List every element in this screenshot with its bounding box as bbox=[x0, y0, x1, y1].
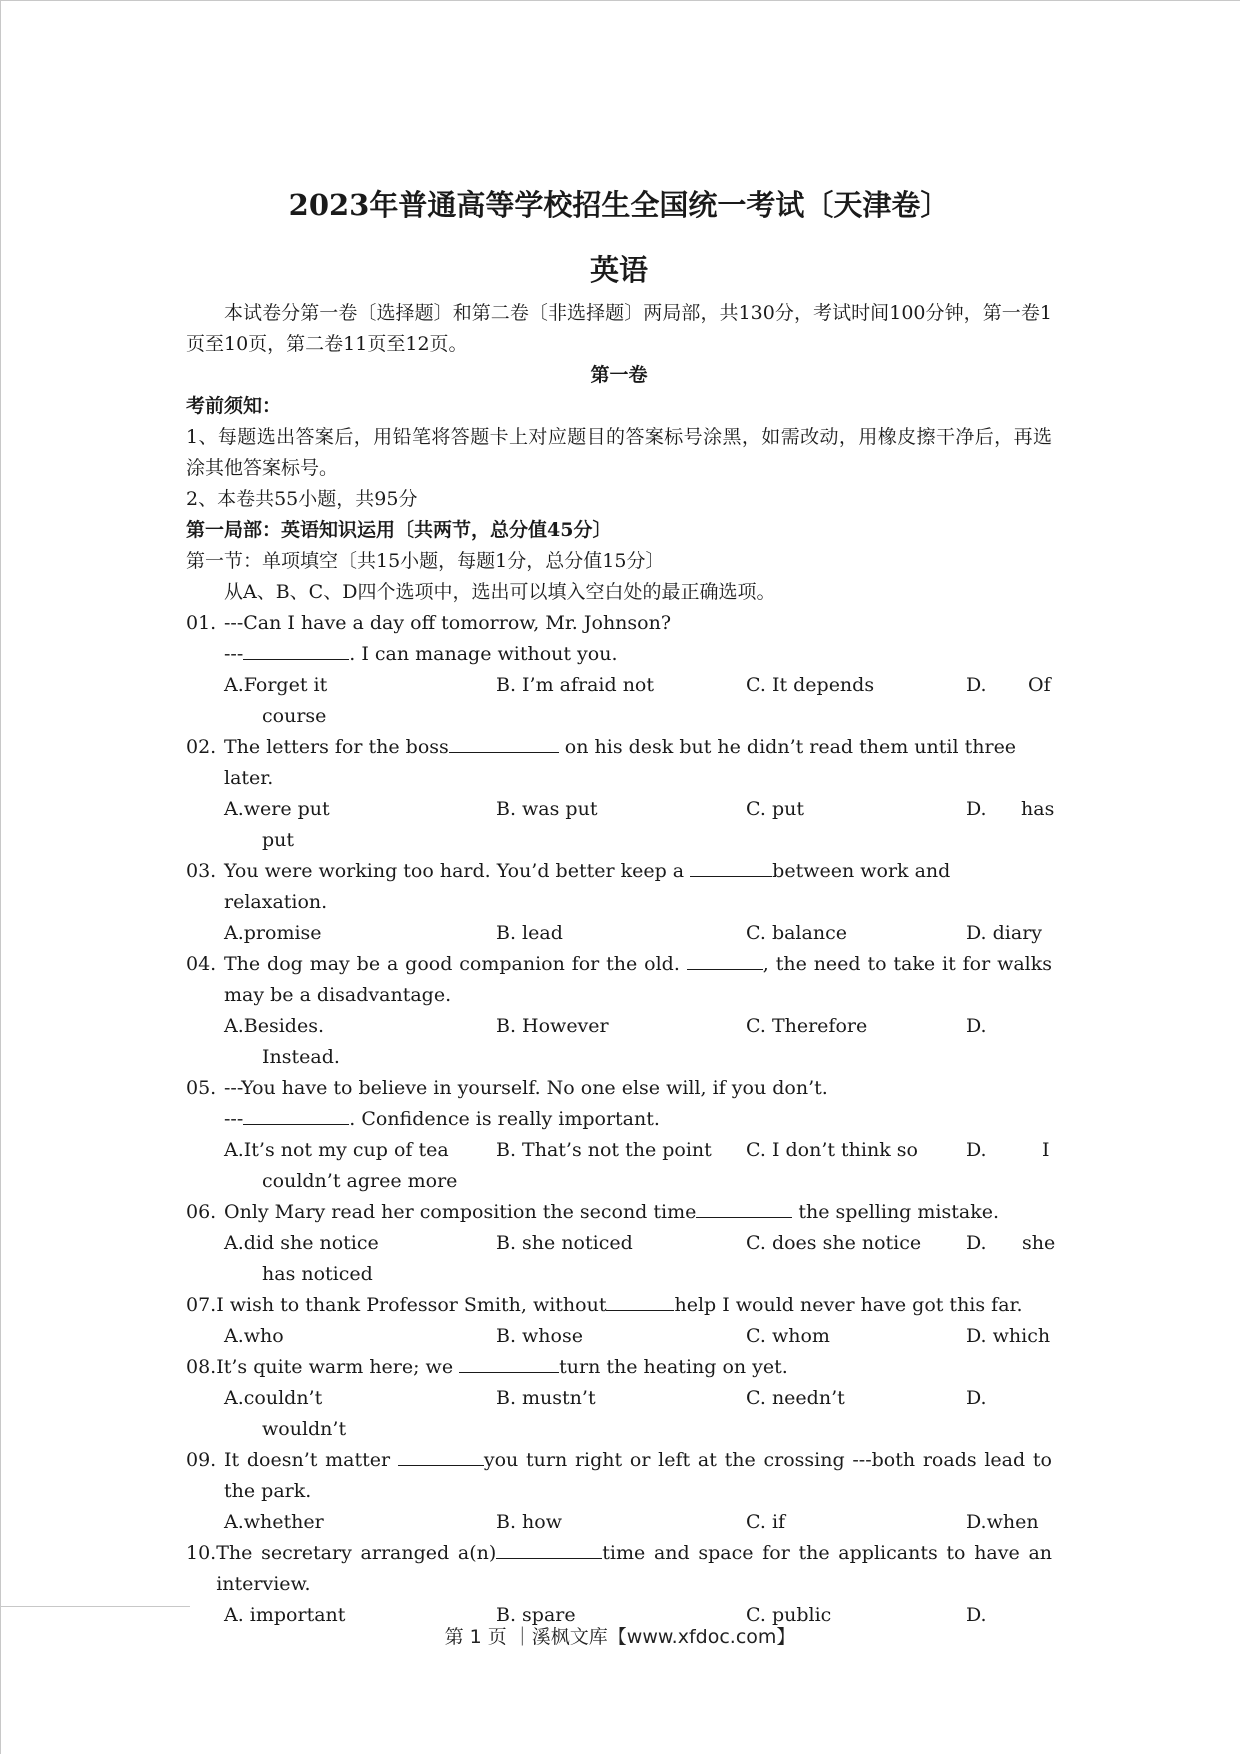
question-number: 02. bbox=[186, 736, 217, 758]
option-b: B. However bbox=[496, 1015, 609, 1037]
question-number: 09. bbox=[186, 1449, 217, 1471]
option-d: D. bbox=[966, 1387, 987, 1409]
question-stem: The secretary arranged a(n) bbox=[216, 1542, 497, 1564]
question-number: 10. bbox=[186, 1542, 217, 1564]
answer-blank bbox=[398, 1445, 484, 1466]
option-c: C. if bbox=[746, 1511, 786, 1533]
question-stem: You were working too hard. You’d better keep a bbox=[224, 860, 691, 882]
notice-title: 考前须知： bbox=[186, 395, 282, 417]
option-d: D. bbox=[966, 1604, 987, 1626]
option-d: D. diary bbox=[966, 922, 1043, 944]
option-a: A.whether bbox=[224, 1511, 324, 1533]
question-04 bbox=[186, 949, 1052, 1073]
question-stem: The dog may be a good companion for the old. bbox=[224, 953, 687, 975]
question-stem: I wish to thank Professor Smith, without bbox=[216, 1294, 607, 1316]
option-d: D.when bbox=[966, 1511, 1039, 1533]
question-stem-cont: . I can manage without you. bbox=[349, 643, 618, 665]
question-stem: ---You have to believe in yourself. No one else will, if you don’t. bbox=[224, 1077, 828, 1099]
option-c: C. I don’t think so bbox=[746, 1139, 918, 1161]
option-c: C. needn’t bbox=[746, 1387, 845, 1409]
option-b: B. I’m afraid not bbox=[496, 674, 655, 696]
section-title: 第一节：单项填空〔共15小题，每题1分，总分值15分〕 bbox=[186, 550, 665, 572]
answer-blank bbox=[459, 1352, 559, 1373]
question-stem-cont: on his desk but he didn’t read them until three later. bbox=[224, 736, 1017, 789]
question-07 bbox=[186, 1290, 1052, 1352]
question-stem: Only Mary read her composition the second time bbox=[224, 1201, 697, 1223]
question-stem-cont: turn the heating on yet. bbox=[559, 1356, 788, 1378]
question-number: 04. bbox=[186, 953, 217, 975]
option-d: D. bbox=[966, 1139, 987, 1161]
option-b: B. spare bbox=[496, 1604, 576, 1626]
option-a: A.promise bbox=[224, 922, 322, 944]
option-d-wrap: Instead. bbox=[262, 1046, 340, 1068]
subject-title: 英语 bbox=[589, 253, 648, 287]
dash: --- bbox=[224, 1108, 244, 1130]
option-c: C. does she notice bbox=[746, 1232, 922, 1254]
question-stem: It’s quite warm here; we bbox=[216, 1356, 460, 1378]
option-a: A.Besides. bbox=[224, 1015, 324, 1037]
question-stem-cont: the spelling mistake. bbox=[792, 1201, 999, 1223]
exam-page bbox=[186, 170, 1056, 1631]
option-c: C. balance bbox=[746, 922, 847, 944]
option-b: B. how bbox=[496, 1511, 562, 1533]
question-stem: ---Can I have a day off tomorrow, Mr. Johnson? bbox=[224, 612, 672, 634]
page-edge-top bbox=[0, 0, 1240, 1]
answer-blank bbox=[687, 949, 763, 970]
question-number: 07. bbox=[186, 1294, 217, 1316]
question-number: 05. bbox=[186, 1077, 217, 1099]
option-d-wrap: has noticed bbox=[262, 1263, 373, 1285]
question-number: 06. bbox=[186, 1201, 217, 1223]
option-a: A. important bbox=[224, 1604, 346, 1626]
question-stem-cont: . Confidence is really important. bbox=[349, 1108, 660, 1130]
answer-blank bbox=[449, 732, 559, 753]
option-a: A.couldn’t bbox=[224, 1387, 323, 1409]
question-stem: It doesn’t matter bbox=[224, 1449, 398, 1471]
question-10 bbox=[186, 1538, 1052, 1631]
option-d-wrap: couldn’t agree more bbox=[262, 1170, 458, 1192]
answer-blank bbox=[606, 1290, 674, 1311]
option-a: A.who bbox=[224, 1325, 284, 1347]
option-d: D. which bbox=[966, 1325, 1051, 1347]
option-a: A.were put bbox=[224, 798, 330, 820]
option-a: A.It’s not my cup of tea bbox=[224, 1139, 449, 1161]
option-b: B. mustn’t bbox=[496, 1387, 596, 1409]
option-b: B. lead bbox=[496, 922, 563, 944]
part-title: 第一局部：英语知识运用〔共两节，总分值45分〕 bbox=[186, 519, 612, 541]
instruction: 从A、B、C、D四个选项中，选出可以填入空白处的最正确选项。 bbox=[224, 581, 776, 603]
question-01 bbox=[186, 608, 1052, 732]
answer-blank bbox=[690, 856, 772, 877]
question-stem-cont: between work and relaxation. bbox=[224, 860, 951, 913]
page-edge-bottom bbox=[0, 1606, 190, 1607]
question-stem-cont: time and space for the applicants to have an interview. bbox=[216, 1542, 1053, 1595]
option-d-wrap: put bbox=[262, 829, 295, 851]
question-03 bbox=[186, 856, 1052, 949]
notice-item: 1、每题选出答案后，用铅笔将答题卡上对应题目的答案标号涂黑，如需改动，用橡皮擦干净后，再选涂其他答案标号。 bbox=[186, 426, 1052, 479]
question-stem-cont: you turn right or left at the crossing ---both roads lead to the park. bbox=[224, 1449, 1052, 1502]
option-c: C. whom bbox=[746, 1325, 830, 1347]
dash: --- bbox=[224, 643, 244, 665]
page-edge-left bbox=[0, 0, 1, 1754]
answer-blank bbox=[243, 1104, 349, 1125]
option-c: C. It depends bbox=[746, 674, 875, 696]
intro-paragraph: 本试卷分第一卷〔选择题〕和第二卷〔非选择题〕两局部，共130分，考试时间100分钟，第一卷1页至10页，第二卷11页至12页。 bbox=[186, 302, 1052, 355]
question-stem-cont: help I would never have got this far. bbox=[674, 1294, 1023, 1316]
option-d-wrap: course bbox=[262, 705, 327, 727]
option-d: D. bbox=[966, 798, 987, 820]
option-c: C. put bbox=[746, 798, 804, 820]
option-d-wrap: wouldn’t bbox=[262, 1418, 347, 1440]
notice-item: 2、本卷共55小题，共95分 bbox=[186, 488, 418, 510]
option-a: A.Forget it bbox=[224, 674, 328, 696]
option-c: C. public bbox=[746, 1604, 832, 1626]
page-footer: 第 1 页 ｜溪枫文库【www.xfdoc.com】 bbox=[444, 1626, 796, 1648]
option-d-text: has bbox=[1021, 798, 1055, 820]
answer-blank bbox=[243, 639, 349, 660]
option-a: A.did she notice bbox=[224, 1232, 379, 1254]
option-b: B. That’s not the point bbox=[496, 1139, 712, 1161]
option-b: B. was put bbox=[496, 798, 598, 820]
question-number: 03. bbox=[186, 860, 217, 882]
question-06 bbox=[186, 1197, 1056, 1290]
option-d-text: I bbox=[1042, 1139, 1050, 1161]
option-d: D. bbox=[966, 674, 987, 696]
question-number: 01. bbox=[186, 612, 217, 634]
answer-blank bbox=[496, 1538, 602, 1559]
question-stem-cont: , the need to take it for walks may be a disadvantage. bbox=[224, 953, 1053, 1006]
question-02 bbox=[186, 732, 1055, 856]
question-stem: The letters for the boss bbox=[224, 736, 449, 758]
option-d: D. bbox=[966, 1015, 987, 1037]
answer-blank bbox=[696, 1197, 792, 1218]
option-b: B. whose bbox=[496, 1325, 583, 1347]
exam-title: 2023年普通高等学校招生全国统一考试〔天津卷〕 bbox=[288, 188, 950, 222]
option-b: B. she noticed bbox=[496, 1232, 633, 1254]
option-d: D. bbox=[966, 1232, 987, 1254]
question-number: 08. bbox=[186, 1356, 217, 1378]
volume-title: 第一卷 bbox=[590, 364, 648, 386]
option-d-text: she bbox=[1022, 1232, 1056, 1254]
option-c: C. Therefore bbox=[746, 1015, 868, 1037]
option-d-text: Of bbox=[1028, 674, 1051, 696]
question-08 bbox=[186, 1352, 1052, 1445]
question-09 bbox=[186, 1445, 1052, 1538]
question-05 bbox=[186, 1073, 1052, 1197]
